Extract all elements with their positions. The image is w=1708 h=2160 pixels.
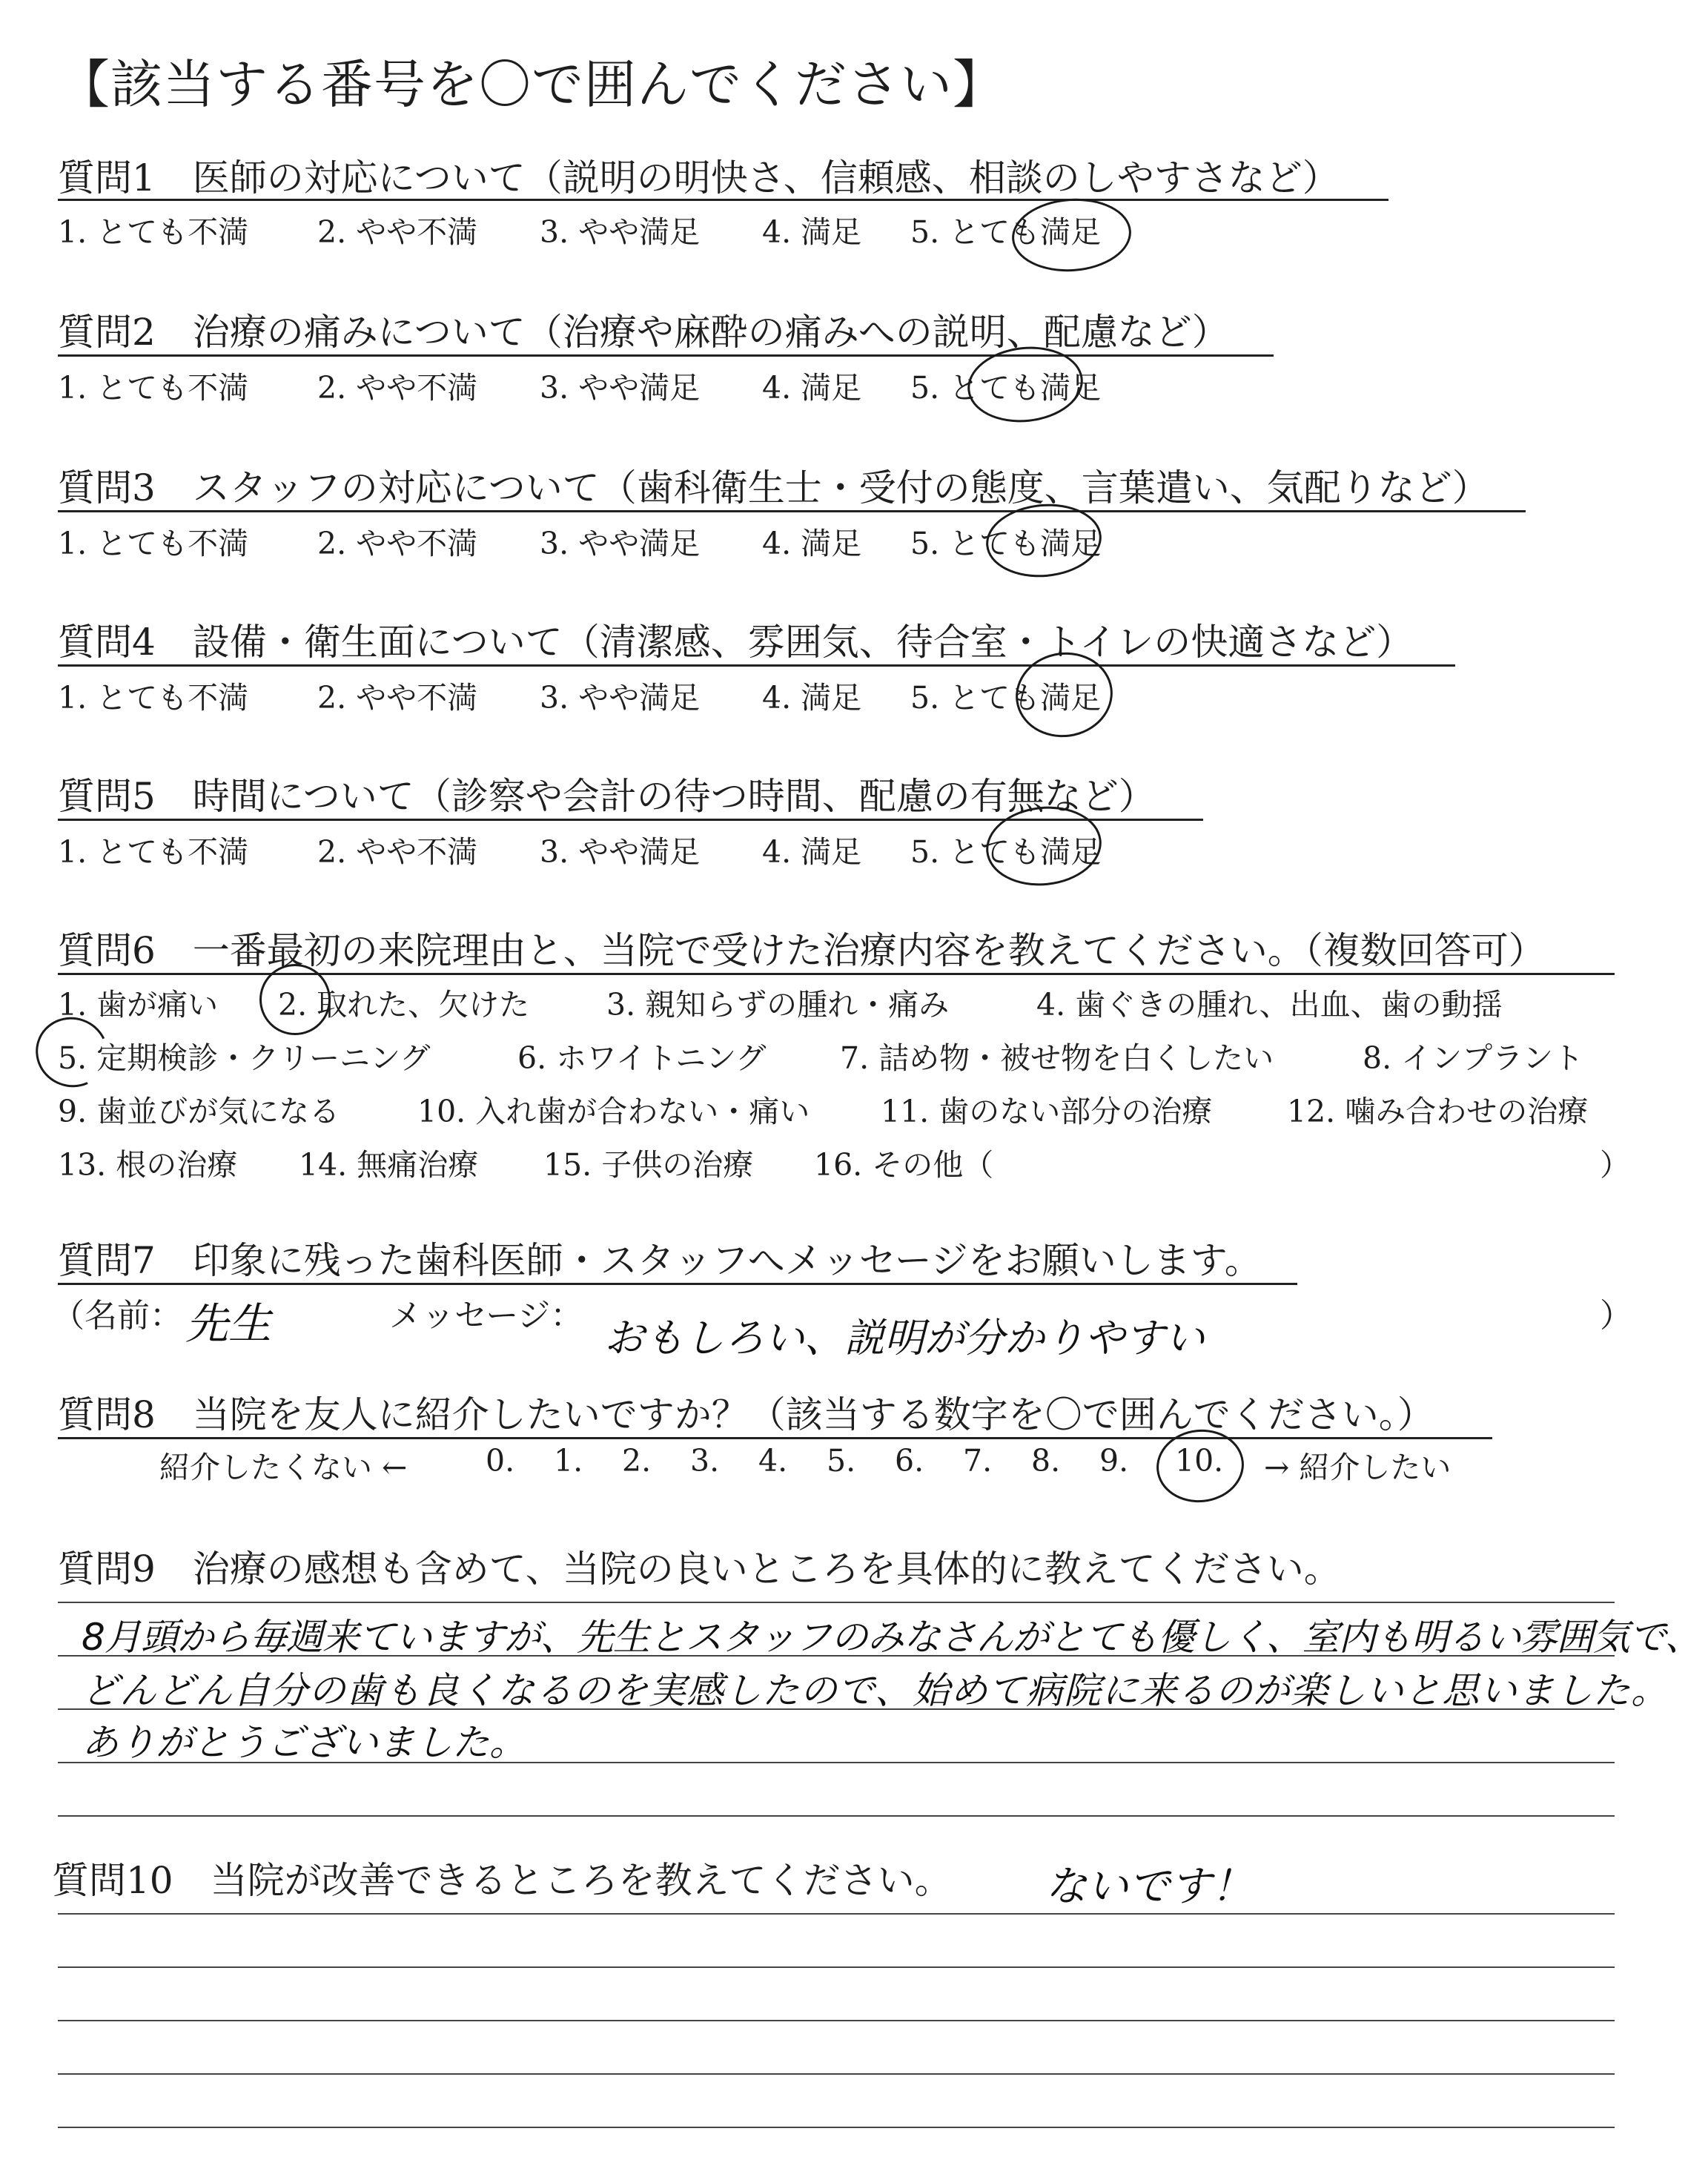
message-label: メッセージ： [389, 1297, 583, 1335]
reason-option-12[interactable]: 12. 噛み合わせの治療 [1287, 1094, 1589, 1129]
rating-option-3[interactable]: 3. やや満足 [540, 680, 701, 716]
reason-option-1[interactable]: 1. 歯が痛い [58, 987, 219, 1023]
answer-line [58, 1966, 1615, 1968]
scale-4[interactable]: 4. [758, 1443, 788, 1479]
question-7-underline [58, 1283, 1297, 1285]
rating-option-1[interactable]: 1. とても不満 [58, 834, 249, 870]
page-title: 【該当する番号を〇で囲んでください】 [58, 54, 1005, 115]
question-3-underline [58, 510, 1526, 512]
handwritten-answer-10: ないです！ [1045, 1863, 1253, 1911]
question-7: 質問7 印象に残った歯科医師・スタッフへメッセージをお願いします。 [58, 1239, 1262, 1282]
rating-option-5[interactable]: 5. とても満足 [910, 214, 1102, 250]
rating-option-1[interactable]: 1. とても不満 [58, 526, 249, 561]
scale-10[interactable]: 10. [1175, 1443, 1224, 1479]
question-4-options [58, 673, 1318, 716]
answer-line [58, 1913, 1615, 1915]
rating-option-4[interactable]: 4. 満足 [762, 834, 862, 870]
rating-option-4[interactable]: 4. 満足 [762, 680, 862, 716]
rating-option-4[interactable]: 4. 満足 [762, 526, 862, 561]
question-8-underline [58, 1437, 1492, 1439]
message-close-paren: ） [1600, 1297, 1632, 1335]
rating-option-1[interactable]: 1. とても不満 [58, 370, 249, 406]
reason-option-2[interactable]: 2. 取れた、欠けた [278, 987, 530, 1023]
reason-option-16[interactable]: 16. その他（ [814, 1147, 994, 1183]
rating-option-4[interactable]: 4. 満足 [762, 370, 862, 406]
question-9: 質問9 治療の感想も含めて、当院の良いところを具体的に教えてください。 [58, 1548, 1341, 1591]
scale-8[interactable]: 8. [1031, 1443, 1061, 1479]
question-2-options [58, 363, 1318, 406]
scale-7[interactable]: 7. [963, 1443, 993, 1479]
rating-option-3[interactable]: 3. やや満足 [540, 526, 701, 561]
answer-line [58, 2020, 1615, 2021]
question-1-underline [58, 199, 1388, 201]
question-2: 質問2 治療の痛みについて（治療や麻酔の痛みへの説明、配慮など） [58, 311, 1229, 354]
selected-circle-2 [259, 964, 331, 1035]
message-handwritten: おもしろい、説明が分かりやすい [604, 1315, 1205, 1361]
question-2-underline [58, 354, 1274, 357]
reason-option-6[interactable]: 6. ホワイトニング [517, 1040, 767, 1076]
scale-6[interactable]: 6. [895, 1443, 924, 1479]
rating-option-3[interactable]: 3. やや満足 [540, 370, 701, 406]
reason-option-15[interactable]: 15. 子供の治療 [543, 1147, 754, 1183]
rating-option-1[interactable]: 1. とても不満 [58, 680, 249, 716]
question-3: 質問3 スタッフの対応について（歯科衛生士・受付の態度、言葉遣い、気配りなど） [58, 466, 1489, 509]
scale-left-label: 紹介したくない ← [159, 1450, 408, 1485]
question-1: 質問1 医師の対応について（説明の明快さ、信頼感、相談のしやすさなど） [58, 156, 1340, 199]
scale-5[interactable]: 5. [827, 1443, 856, 1479]
other-close-paren: ） [1600, 1147, 1630, 1183]
question-5: 質問5 時間について（診察や会計の待つ時間、配慮の有無など） [58, 775, 1156, 818]
question-5-options [58, 828, 1318, 870]
scale-2[interactable]: 2. [622, 1443, 652, 1479]
handwritten-answer-line-3: ありがとうございました。 [82, 1721, 526, 1764]
scale-0[interactable]: 0. [486, 1443, 515, 1479]
rating-option-2[interactable]: 2. やや不満 [317, 370, 478, 406]
question-4-underline [58, 664, 1455, 667]
name-handwritten: 先生 [185, 1298, 272, 1349]
rating-option-4[interactable]: 4. 満足 [762, 214, 862, 250]
answer-line [58, 1602, 1615, 1603]
rating-option-2[interactable]: 2. やや不満 [317, 834, 478, 870]
handwritten-answer-line-1: 8月頭から毎週来ていますが、先生とスタッフのみなさんがとても優しく、室内も明るい雰囲気で、 [82, 1616, 1701, 1659]
rating-option-2[interactable]: 2. やや不満 [317, 214, 478, 250]
rating-option-2[interactable]: 2. やや不満 [317, 526, 478, 561]
recommend-scale [159, 1443, 1494, 1485]
answer-line [58, 2127, 1615, 2128]
rating-option-5[interactable]: 5. とても満足 [910, 834, 1102, 870]
rating-option-2[interactable]: 2. やや不満 [317, 680, 478, 716]
reason-option-5[interactable]: 5. 定期検診・クリーニング [58, 1040, 431, 1076]
answer-line [58, 1815, 1615, 1817]
question-8: 質問8 当院を友人に紹介したいですか？（該当する数字を〇で囲んでください。） [58, 1393, 1434, 1436]
scale-right-label: → 紹介したい [1264, 1450, 1452, 1485]
reason-option-3[interactable]: 3. 親知らずの腫れ・痛み [606, 987, 950, 1023]
answer-line [58, 2073, 1615, 2075]
question-3-options [58, 519, 1318, 561]
reason-option-11[interactable]: 11. 歯のない部分の治療 [881, 1094, 1213, 1129]
reason-option-13[interactable]: 13. 根の治療 [58, 1147, 238, 1183]
reason-option-7[interactable]: 7. 詰め物・被せ物を白くしたい [840, 1040, 1274, 1076]
rating-option-5[interactable]: 5. とても満足 [910, 680, 1102, 716]
rating-option-3[interactable]: 3. やや満足 [540, 834, 701, 870]
reason-option-4[interactable]: 4. 歯ぐきの腫れ、出血、歯の動揺 [1036, 987, 1503, 1023]
rating-option-5[interactable]: 5. とても満足 [910, 370, 1102, 406]
rating-option-3[interactable]: 3. やや満足 [540, 214, 701, 250]
reason-option-10[interactable]: 10. 入れ歯が合わない・痛い [417, 1094, 810, 1129]
name-label: （名前： [52, 1297, 182, 1335]
question-10: 質問10 当院が改善できるところを教えてください。 [52, 1859, 952, 1902]
handwritten-answer-line-2: どんどん自分の歯も良くなるのを実感したので、始めて病院に来るのが楽しいと思いました。 [82, 1669, 1669, 1712]
scale-9[interactable]: 9. [1099, 1443, 1129, 1479]
rating-option-1[interactable]: 1. とても不満 [58, 214, 249, 250]
answer-circle [1010, 195, 1133, 276]
question-4: 質問4 設備・衛生面について（清潔感、雰囲気、待合室・トイレの快適さなど） [58, 621, 1414, 664]
reason-option-14[interactable]: 14. 無痛治療 [299, 1147, 479, 1183]
reason-option-9[interactable]: 9. 歯並びが気になる [58, 1094, 340, 1129]
question-6: 質問6 一番最初の来院理由と、当院で受けた治療内容を教えてください。（複数回答可） [58, 929, 1546, 972]
scale-1[interactable]: 1. [554, 1443, 583, 1479]
rating-option-5[interactable]: 5. とても満足 [910, 526, 1102, 561]
scale-3[interactable]: 3. [690, 1443, 720, 1479]
reason-option-8[interactable]: 8. インプラント [1363, 1040, 1584, 1076]
